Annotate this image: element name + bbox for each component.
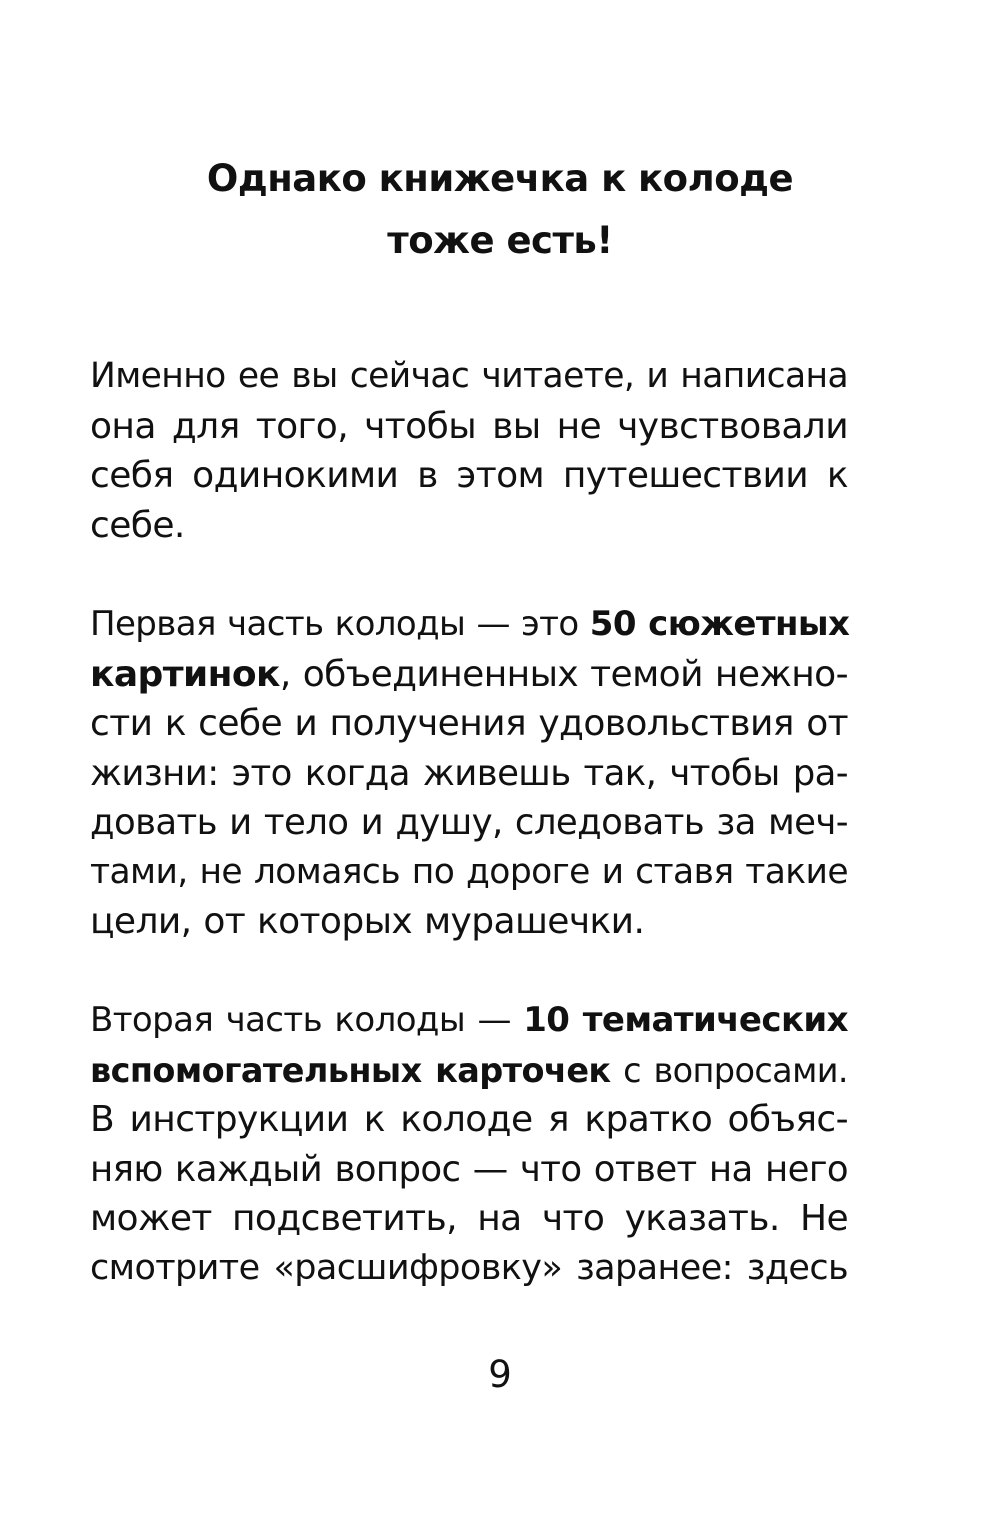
- text-line: довать и тело и душу, следовать за меч-: [90, 802, 848, 843]
- text-line: цели, от которых мурашечки.: [90, 901, 645, 942]
- text-line: может подсветить, на что указать. Не: [90, 1198, 848, 1239]
- text-line: Именно ее вы сейчас читаете, и написана: [90, 356, 848, 396]
- bold-phrase: 10 тематических: [523, 1000, 848, 1040]
- paragraph-intro: [90, 352, 848, 550]
- text-line: она для того, чтобы вы не чувствовали: [90, 405, 848, 447]
- heading-line-2: тоже есть!: [387, 219, 613, 262]
- text-line: В инструкции к колоде я кратко объяс-: [90, 1099, 848, 1140]
- section-heading: [0, 148, 1000, 272]
- paragraph-first-part: [90, 600, 848, 947]
- text-span: , объединенных темой нежно-: [279, 653, 848, 695]
- text-span: Вторая часть колоды —: [90, 1000, 524, 1040]
- heading-line-1: Однако книжечка к колоде: [206, 157, 794, 200]
- text-line: [90, 996, 848, 1046]
- text-line: сти к себе и получения удовольствия от: [90, 703, 848, 744]
- text-line: себе.: [90, 504, 185, 546]
- text-line: смотрите «расшифровку» заранее: здесь: [90, 1247, 848, 1288]
- paragraph-second-part: [90, 996, 848, 1293]
- page-number: 9: [488, 1353, 512, 1396]
- text-line: няю каждый вопрос — что ответ на него: [90, 1148, 848, 1190]
- bold-phrase: 50 сюжетных: [589, 604, 850, 644]
- bold-phrase: картинок: [90, 653, 280, 695]
- bold-phrase: вспомогательных карточек: [90, 1050, 611, 1090]
- text-line: [90, 1046, 848, 1096]
- text-line: [90, 600, 848, 650]
- text-line: себя одинокими в этом путешествии к: [90, 455, 848, 496]
- text-line: тами, не ломаясь по дороге и ставя такие: [90, 851, 848, 892]
- text-span: с вопросами.: [610, 1050, 848, 1090]
- text-line: жизни: это когда живешь так, чтобы ра-: [90, 752, 848, 794]
- text-line: [90, 650, 848, 700]
- text-span: Первая часть колоды — это: [90, 604, 590, 644]
